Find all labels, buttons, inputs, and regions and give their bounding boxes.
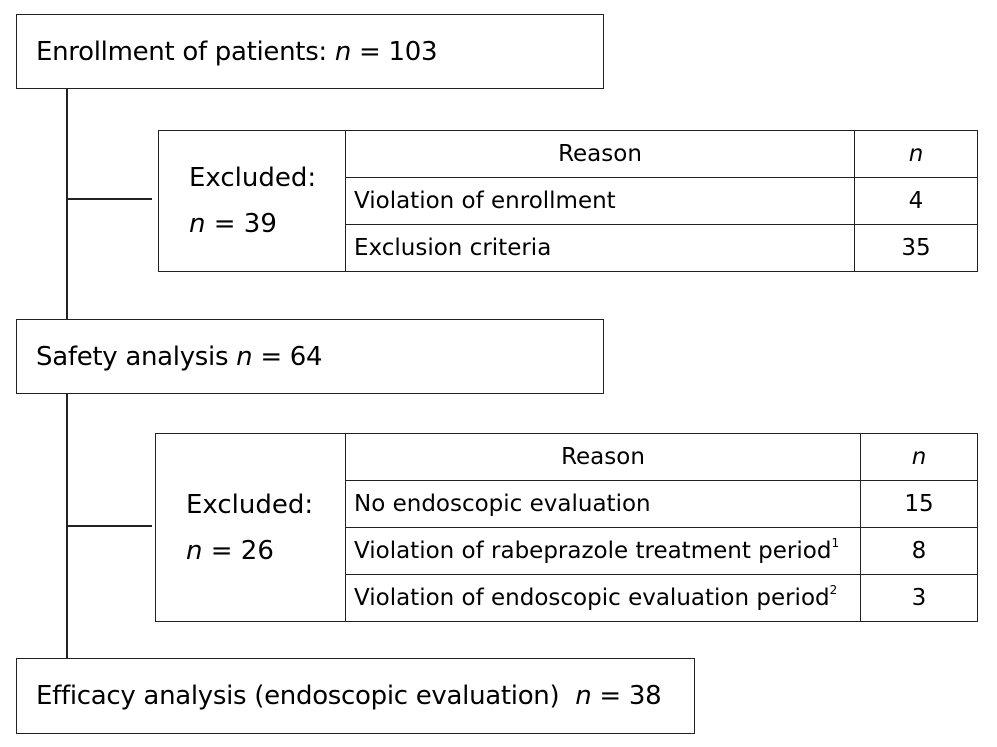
flow-connector-1 (66, 88, 68, 320)
exclusion-branch-1 (66, 198, 152, 200)
reason-cell: No endoscopic evaluation (346, 480, 861, 527)
safety-analysis-text: Safety analysis n = 64 (36, 341, 323, 372)
table-row (346, 527, 977, 574)
table-row (346, 177, 977, 224)
efficacy-analysis-text: Efficacy analysis (endoscopic evaluation) n = 38 (36, 681, 662, 711)
n-header: n (861, 434, 978, 480)
reason-cell: Violation of rabeprazole treatment period$^1$ (346, 527, 861, 574)
exclusion-branch-2 (66, 525, 152, 527)
exclusion-2-reasons (346, 434, 977, 621)
exclusion-1-label: Excluded: n = 39 (159, 131, 346, 271)
n-header: n (855, 131, 978, 177)
table-header-row (346, 131, 977, 177)
efficacy-analysis-box (16, 658, 695, 734)
table-header-row (346, 434, 977, 480)
exclusion-2-label: Excluded: n = 26 (156, 434, 346, 621)
footnote-marker: 2 (829, 583, 838, 598)
table-row (346, 480, 977, 527)
count-cell: 4 (855, 177, 978, 224)
count-cell: 35 (855, 225, 978, 271)
reason-cell: Exclusion criteria (346, 225, 855, 271)
count-cell: 3 (861, 575, 978, 621)
exclusion-table-1 (158, 130, 978, 272)
enrollment-text: Enrollment of patients: n = 103 (36, 36, 438, 67)
table-row (346, 225, 977, 271)
exclusion-table-2 (155, 433, 978, 622)
reason-header: Reason (561, 443, 645, 470)
footnote-marker: 1 (831, 536, 840, 551)
safety-analysis-box (16, 319, 604, 394)
exclusion-1-reasons (346, 131, 977, 271)
count-cell: 8 (861, 527, 978, 574)
reason-cell: Violation of enrollment (346, 177, 855, 224)
table-row (346, 575, 977, 621)
enrollment-box (16, 14, 604, 89)
reason-cell: Violation of endoscopic evaluation period$^2$ (346, 575, 861, 621)
count-cell: 15 (861, 480, 978, 527)
reason-header: Reason (558, 140, 642, 167)
